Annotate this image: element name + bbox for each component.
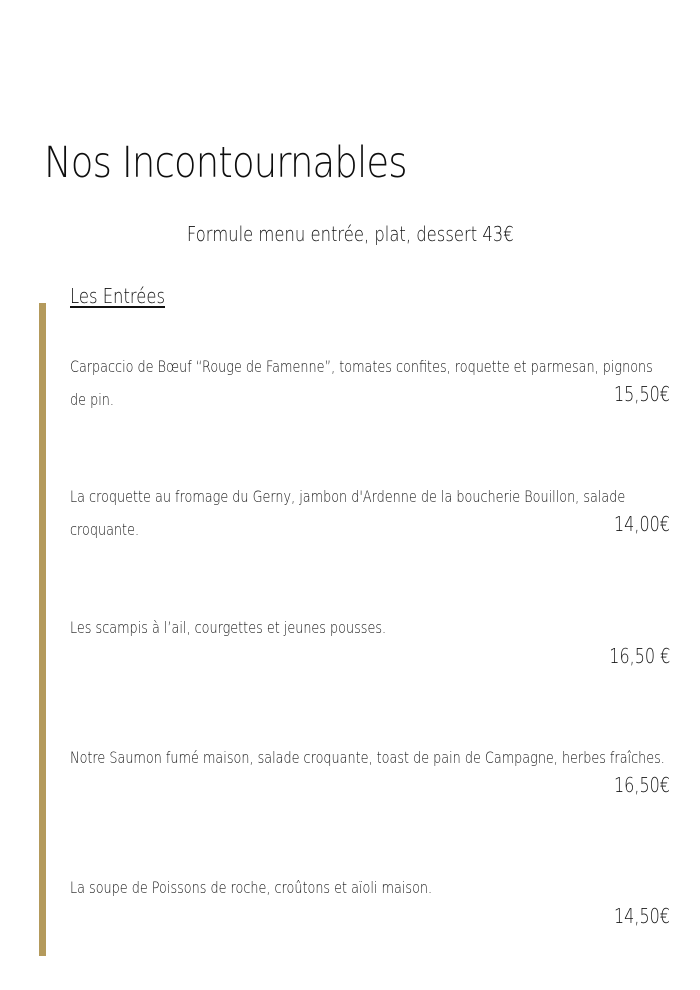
dish-price: 16,50€ — [614, 773, 670, 797]
dish-item — [70, 611, 670, 668]
dish-item — [70, 741, 670, 797]
dish-price: 14,50€ — [614, 904, 670, 928]
menu-formula-text: Formule menu entrée, plat, dessert 43€ — [186, 222, 514, 246]
dish-description: Les scampis à l’ail, courgettes et jeunes pousses. — [70, 618, 387, 637]
menu-formula — [0, 222, 700, 246]
dish-description: Carpaccio de Bœuf “Rouge de Famenne”, tomates confites, roquette et parmesan, pignons de pin. — [70, 357, 653, 409]
dish-description: La soupe de Poissons de roche, croûtons et aïoli maison. — [70, 878, 433, 897]
section-title-entrees: Les Entrées — [70, 284, 165, 308]
dish-price: 14,00€ — [614, 512, 670, 536]
dish-item — [70, 480, 670, 546]
dish-description: La croquette au fromage du Gerny, jambon d'Ardenne de la boucherie Bouillon, salade croquante. — [70, 487, 626, 539]
dish-item — [70, 350, 670, 416]
dish-price: 15,50€ — [614, 382, 670, 406]
dish-price: 16,50 € — [608, 644, 670, 668]
gold-accent-bar — [39, 303, 46, 956]
dish-item — [70, 871, 670, 928]
dish-description: Notre Saumon fumé maison, salade croquante, toast de pain de Campagne, herbes fraîches. — [70, 748, 665, 767]
page-title: Nos Incontournables — [44, 138, 407, 188]
